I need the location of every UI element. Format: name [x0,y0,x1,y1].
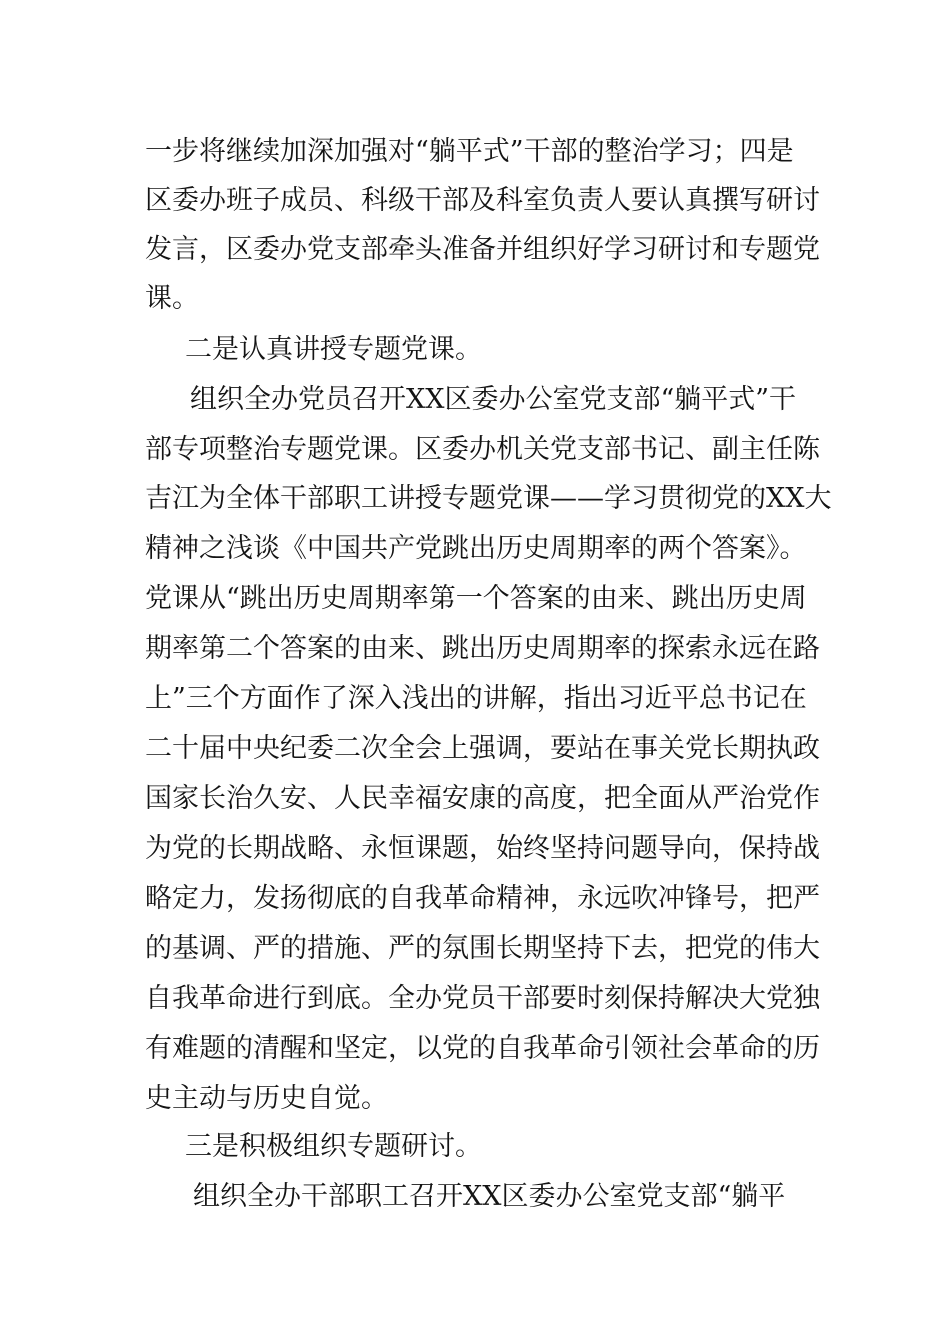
text-line: 精神之浅谈《中国共产党跳出历史周期率的两个答案》。 [145,533,807,564]
text-line: 发言，区委办党支部牵头准备并组织好学习研讨和专题党 [145,234,820,265]
text-line: 党课从“跳出历史周期率第一个答案的由来、跳出历史周 [145,583,807,614]
text-line: 二十届中央纪委二次全会上强调，要站在事关党长期执政 [145,733,820,764]
text-line: 期率第二个答案的由来、跳出历史周期率的探索永远在路 [145,633,820,664]
text-line: 的基调、严的措施、严的氛围长期坚持下去，把党的伟大 [145,933,820,964]
text-line: 课。 [145,283,199,314]
text-line: 部专项整治专题党课。区委办机关党支部书记、副主任陈 [145,434,820,465]
text-line: 一步将继续加深加强对“躺平式”干部的整治学习；四是 [145,136,794,167]
text-line: 自我革命进行到底。全办党员干部要时刻保持解决大党独 [145,983,820,1014]
text-line: 史主动与历史自觉。 [145,1083,388,1114]
text-line: 组织全办干部职工召开XX区委办公室党支部“躺平 [193,1181,786,1212]
text-line: 有难题的清醒和坚定，以党的自我革命引领社会革命的历 [145,1033,820,1064]
text-line: 为党的长期战略、永恒课题，始终坚持问题导向，保持战 [145,833,820,864]
text-line: 上”三个方面作了深入浅出的讲解，指出习近平总书记在 [145,683,807,714]
section-heading: 二是认真讲授专题党课。 [185,334,482,365]
text-line: 吉江为全体干部职工讲授专题党课——学习贯彻党的XX大 [145,483,832,514]
text-line: 组织全办党员召开XX区委办公室党支部“躺平式”干 [190,384,797,415]
text-line: 区委办班子成员、科级干部及科室负责人要认真撰写研讨 [145,185,820,216]
section-heading: 三是积极组织专题研讨。 [185,1131,482,1162]
text-line: 略定力，发扬彻底的自我革命精神，永远吹冲锋号，把严 [145,883,820,914]
text-line: 国家长治久安、人民幸福安康的高度，把全面从严治党作 [145,783,820,814]
